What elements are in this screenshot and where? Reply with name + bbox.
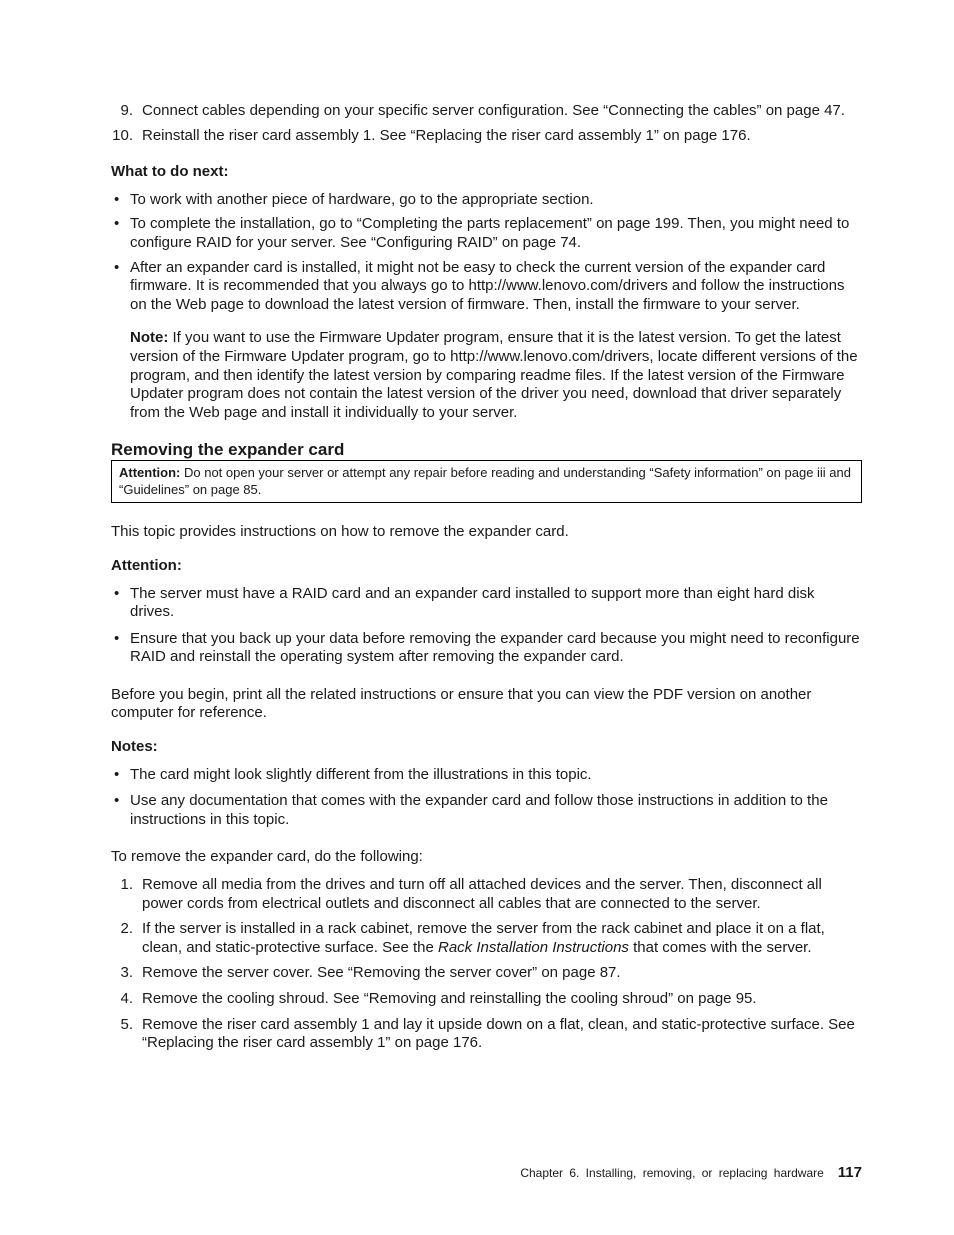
attention-list — [111, 585, 862, 667]
list-item — [111, 585, 862, 622]
step-text-part: that comes with the server. — [628, 938, 812, 956]
page-number: 117 — [837, 1164, 862, 1181]
step-number: 10. — [112, 126, 133, 144]
list-item — [111, 792, 862, 829]
bullet: • — [114, 765, 120, 783]
list-item — [111, 876, 862, 913]
page-footer — [520, 1164, 862, 1182]
bullet-text: To work with another piece of hardware, go to the appropriate section. — [130, 190, 594, 208]
attention-heading: Attention: — [111, 556, 182, 574]
notes-list — [111, 766, 862, 830]
document-body — [111, 102, 862, 1053]
procedure-intro: To remove the expander card, do the following: — [111, 848, 423, 866]
list-item — [111, 259, 862, 423]
what-to-do-next-heading: What to do next: — [111, 163, 229, 181]
step-text: Connect cables depending on your specific server configuration. See “Connecting the cables” on page 47. — [142, 102, 845, 119]
step-number: 2. — [120, 920, 133, 938]
step-text: Remove the server cover. See “Removing the server cover” on page 87. — [142, 964, 621, 982]
step-text: Remove the cooling shroud. See “Removing and reinstalling the cooling shroud” on page 95. — [142, 990, 757, 1007]
note-text: If you want to use the Firmware Updater program, ensure that it is the latest version. To get the latest version of the Firmware Updater program, go to http://www.lenovo.com/drivers, locate different versions of the program, and then identify the latest version by comparing readme files. If the latest version of the Firmware Updater program does not contain the latest version of the driver you need, download that driver separately from the Web page and install it individually to your server. — [130, 329, 858, 421]
step-number: 3. — [120, 964, 133, 982]
list-item — [111, 630, 862, 667]
steps-continued — [111, 102, 862, 145]
step-text-part: If the server is installed in a rack cabinet, remove the server from the rack cabinet and place it on a flat, clean, and static-protective surface. See the — [142, 920, 825, 956]
list-item — [111, 102, 862, 121]
bullet: • — [114, 215, 120, 233]
firmware-note — [130, 329, 862, 422]
list-item — [111, 127, 862, 146]
bullet: • — [114, 792, 120, 810]
bullet: • — [114, 629, 120, 647]
before-you-begin: Before you begin, print all the related instructions or ensure that you can view the PDF version on another computer for reference. — [111, 685, 812, 722]
list-item — [111, 191, 862, 210]
bullet-text: After an expander card is installed, it might not be easy to check the current version of the expander card firmware. It is recommended that you always go to http://www.lenovo.com/drivers and follow the instructions on the Web page to download the latest version of firmware. Then, install the firmware to your server. — [130, 258, 845, 313]
bullet: • — [114, 258, 120, 276]
step-number: 9. — [120, 102, 133, 119]
next-steps-list — [111, 191, 862, 423]
notes-heading: Notes: — [111, 738, 158, 756]
footer-chapter: Chapter 6. Installing, removing, or replacing hardware — [520, 1166, 824, 1180]
attention-box — [111, 460, 862, 503]
list-item — [111, 215, 862, 252]
step-text: Remove all media from the drives and turn off all attached devices and the server. Then, disconnect all power cords from electrical outlets and disconnect all cables that are connected to the server. — [142, 876, 822, 912]
attention-box-text: Do not open your server or attempt any repair before reading and understanding “Safety information” on page iii and “Guidelines” on page 85. — [119, 465, 851, 497]
list-item — [111, 990, 862, 1009]
bullet: • — [114, 190, 120, 208]
step-text: Reinstall the riser card assembly 1. See “Replacing the riser card assembly 1” on page 176. — [142, 126, 751, 144]
step-text — [142, 920, 825, 956]
section-intro: This topic provides instructions on how to remove the expander card. — [111, 523, 569, 541]
list-item — [111, 1016, 862, 1053]
note-label: Note: — [130, 329, 169, 347]
bullet-text: To complete the installation, go to “Completing the parts replacement” on page 199. Then, you might need to configure RAID for your server. See “Configuring RAID” on page 74. — [130, 215, 850, 251]
bullet-text: The server must have a RAID card and an expander card installed to support more than eight hard disk drives. — [130, 584, 815, 621]
attention-box-label: Attention: — [119, 465, 181, 481]
step-number: 1. — [120, 876, 133, 894]
list-item — [111, 964, 862, 983]
bullet: • — [114, 584, 120, 602]
bullet-text: Ensure that you back up your data before removing the expander card because you might need to reconfigure RAID and reinstall the operating system after removing the expander card. — [130, 629, 860, 666]
rack-instructions-title: Rack Installation Instructions — [438, 938, 629, 956]
step-text: Remove the riser card assembly 1 and lay it upside down on a flat, clean, and static-protective surface. See “Replacing the riser card assembly 1” on page 176. — [142, 1015, 855, 1052]
list-item — [111, 766, 862, 785]
step-number: 4. — [120, 990, 133, 1007]
section-title: Removing the expander card — [111, 440, 345, 460]
bullet-text: Use any documentation that comes with the expander card and follow those instructions in addition to the instructions in this topic. — [130, 792, 828, 828]
removal-steps — [111, 876, 862, 1053]
bullet-text: The card might look slightly different from the illustrations in this topic. — [130, 765, 592, 783]
step-number: 5. — [120, 1015, 133, 1033]
list-item — [111, 920, 862, 957]
